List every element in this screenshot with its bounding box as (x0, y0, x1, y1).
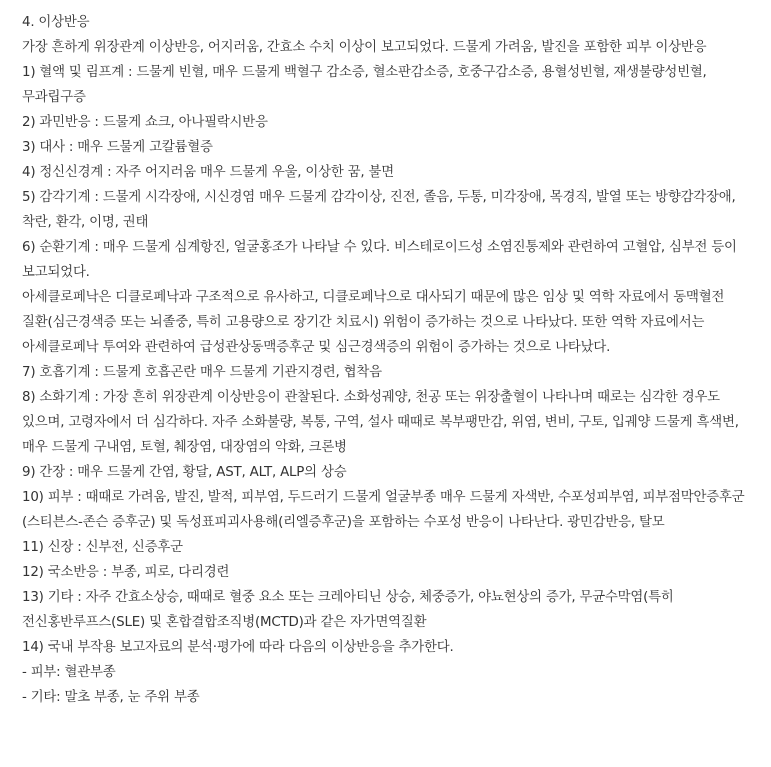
item-respiratory: 7) 호흡기계 : 드물게 호흡곤란 매우 드물게 기관지경련, 협착음 (22, 365, 382, 380)
item-kidney: 11) 신장 : 신부전, 신증후군 (22, 540, 183, 555)
item-local-reaction: 12) 국소반응 : 부종, 피로, 다리경련 (22, 565, 230, 580)
item-skin: 10) 피부 : 때때로 가려움, 발진, 발적, 피부염, 두드러기 드물게 얼굴부종 매우 드물게 자색반, 수포성피부염, 피부점막안증후군(스티븐스-존슨 증후군) 및 독성표피괴사용해(리엘증후군)을 포함하는 수포성 반응이 나타난다. 광민감반응, 탈모 (22, 490, 745, 530)
summary-paragraph: 가장 흔하게 위장관계 이상반응, 어지러움, 간효소 수치 이상이 보고되었다. 드물게 가려움, 발진을 포함한 피부 이상반응 (22, 40, 707, 55)
section-heading: 4. 이상반응 (22, 15, 90, 30)
item-psychiatric-nervous: 4) 정신신경계 : 자주 어지러움 매우 드물게 우울, 이상한 꿈, 불면 (22, 165, 394, 180)
item-domestic-reports: 14) 국내 부작용 보고자료의 분석·평가에 따라 다음의 이상반응을 추가한다. (22, 640, 454, 655)
item-circulatory: 6) 순환기계 : 매우 드물게 심계항진, 얼굴홍조가 나타날 수 있다. 비스테로이드성 소염진통제와 관련하여 고혈압, 심부전 등이 보고되었다. (22, 240, 737, 280)
added-reaction-skin: - 피부: 혈관부종 (22, 665, 116, 680)
item-other: 13) 기타 : 자주 간효소상승, 때때로 혈중 요소 또는 크레아티닌 상승, 체중증가, 야뇨현상의 증가, 무균수막염(특히 전신홍반루프스(SLE) 및 혼합결합조직병(MCTD)과 같은 자가면역질환 (22, 590, 674, 630)
added-reaction-other: - 기타: 말초 부종, 눈 주위 부종 (22, 690, 200, 705)
item-liver: 9) 간장 : 매우 드물게 간염, 황달, AST, ALT, ALP의 상승 (22, 465, 347, 480)
circulatory-note-paragraph: 아세클로페낙은 디클로페낙과 구조적으로 유사하고, 디클로페낙으로 대사되기 때문에 많은 임상 및 역학 자료에서 동맥혈전 질환(심근경색증 또는 뇌졸중, 특히 고용량으로 장기간 치료시) 위험이 증가하는 것으로 나타났다. 또한 역학 자료에서는 아세클로페낙 투여와 관련하여 급성관상동맥증후군 및 심근경색증의 위험이 증가하는 것으로 나타났다. (22, 290, 725, 355)
item-sensory: 5) 감각기계 : 드물게 시각장애, 시신경염 매우 드물게 감각이상, 진전, 졸음, 두통, 미각장애, 목경직, 발열 또는 방향감각장애, 착란, 환각, 이명, 권태 (22, 190, 736, 230)
item-blood-lymph: 1) 혈액 및 림프계 : 드물게 빈혈, 매우 드물게 백혈구 감소증, 혈소판감소증, 호중구감소증, 용혈성빈혈, 재생불량성빈혈, 무과립구증 (22, 65, 707, 105)
item-digestive: 8) 소화기계 : 가장 흔히 위장관계 이상반응이 관찰된다. 소화성궤양, 천공 또는 위장출혈이 나타나며 때로는 심각한 경우도 있으며, 고령자에서 더 심각하다. 자주 소화불량, 복통, 구역, 설사 때때로 복부팽만감, 위염, 변비, 구토, 입궤양 드물게 흑색변, 매우 드물게 구내염, 토혈, 췌장염, 대장염의 악화, 크론병 (22, 390, 739, 455)
item-metabolism: 3) 대사 : 매우 드물게 고칼륨혈증 (22, 140, 213, 155)
item-hypersensitivity: 2) 과민반응 : 드물게 쇼크, 아나필락시반응 (22, 115, 268, 130)
